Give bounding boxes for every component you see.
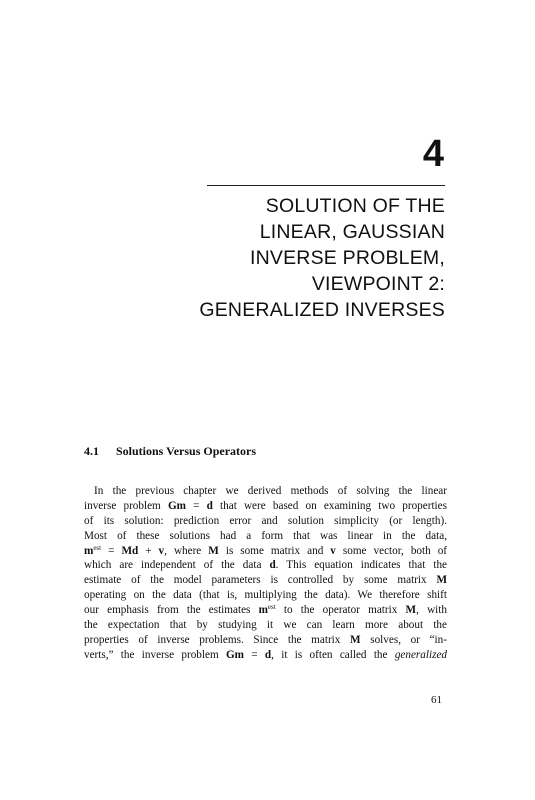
chapter-title-line: SOLUTION OF THE <box>265 195 445 217</box>
paragraph-line: estimate of the model parameters is controlled by some matrix M <box>84 574 447 587</box>
chapter-number: 4 <box>422 133 444 175</box>
chapter-rule <box>207 185 445 186</box>
paragraph-line: Most of these solutions had a form that was linear in the data, <box>84 529 447 542</box>
chapter-title <box>199 193 445 323</box>
section-number: 4.1 <box>84 444 99 458</box>
paragraph-line: the expectation that by studying it we can learn more about the <box>84 619 447 632</box>
page-number: 61 <box>431 694 442 706</box>
paragraph-line: of its solution: prediction error and solution simplicity (or length). <box>84 514 447 527</box>
chapter-title-line: INVERSE PROBLEM, <box>249 247 445 269</box>
chapter-title-line: GENERALIZED INVERSES <box>199 299 445 321</box>
paragraph-line: $m^{est} = Md + v$, where M is some matrix and v some vector, both of <box>84 543 447 557</box>
paragraph-line: which are independent of the data d. This equation indicates that the <box>84 559 447 572</box>
paragraph-line: In the previous chapter we derived methods of solving the linear <box>94 485 447 497</box>
chapter-title-line: LINEAR, GAUSSIAN <box>259 221 445 243</box>
paragraph-line: properties of inverse problems. Since the matrix M solves, or “in- <box>84 633 447 646</box>
paragraph-line: operating on the data (that is, multiplying the data). We therefore shift <box>84 589 447 602</box>
body-paragraph <box>84 484 447 663</box>
chapter-title-line: VIEWPOINT 2: <box>311 273 445 295</box>
paragraph-line: inverse problem Gm = d that were based on examining two properties <box>84 499 447 512</box>
section-title: Solutions Versus Operators <box>116 444 257 458</box>
section-heading <box>84 444 256 459</box>
paragraph-line: verts,” the inverse problem Gm = d, it is often called the generalized <box>84 648 447 661</box>
paragraph-line: our emphasis from the estimates $m^{est}$ to the operator matrix M, with <box>84 603 447 617</box>
